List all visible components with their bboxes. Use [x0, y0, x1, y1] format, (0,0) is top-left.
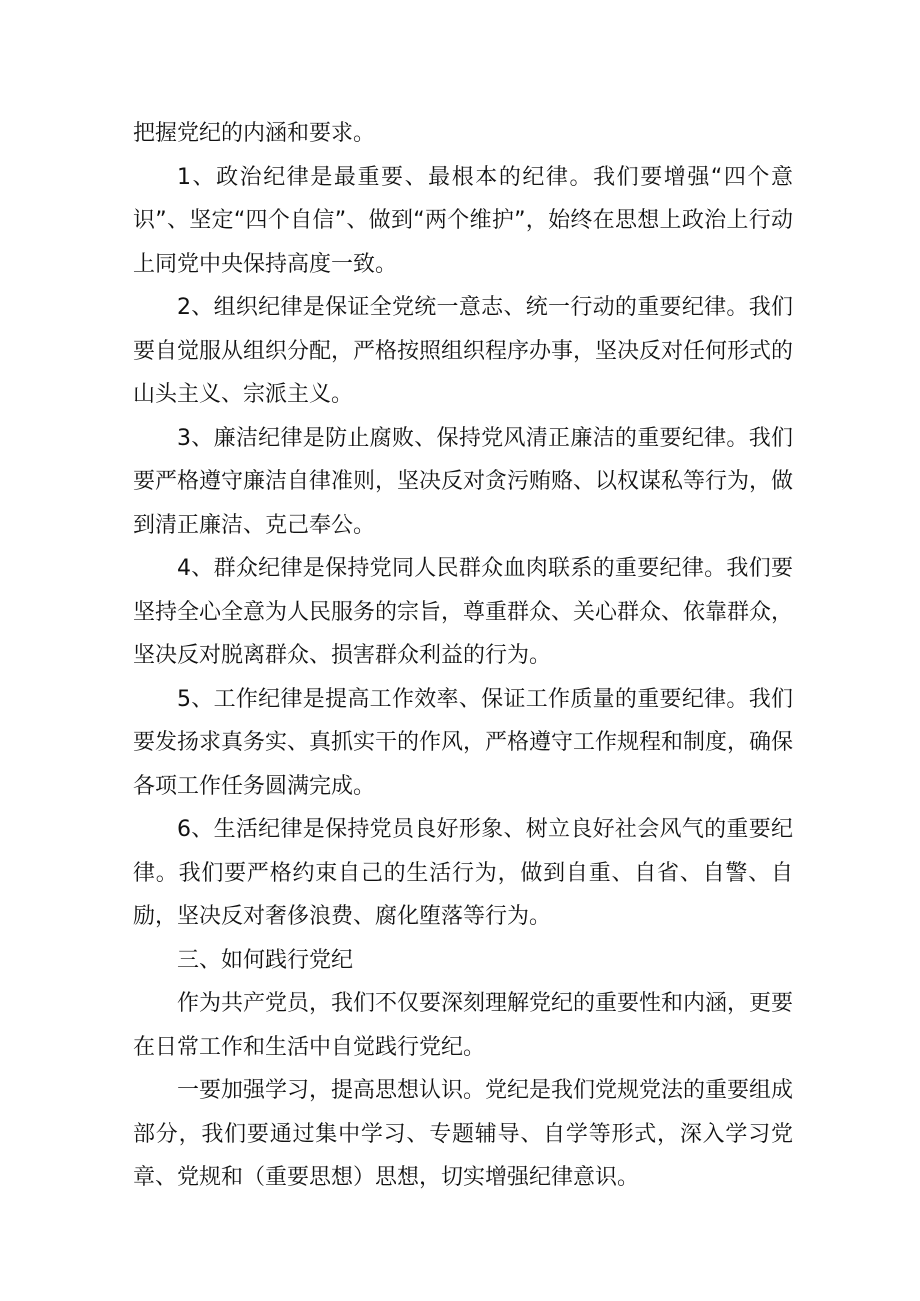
paragraph-organizational-discipline: 2、组织纪律是保证全党统一意志、统一行动的重要纪律。我们要自觉服从组织分配，严格按照组织程序办事，坚决反对任何形式的山头主义、宗派主义。 [133, 295, 794, 407]
document-body [133, 112, 793, 1200]
paragraph-mass-discipline: 4、群众纪律是保持党同人民群众血肉联系的重要纪律。我们要坚持全心全意为人民服务的宗旨，尊重群众、关心群众、依靠群众，坚决反对脱离群众、损害群众利益的行为。 [133, 556, 794, 668]
section-heading-practice: 三、如何践行党纪 [177, 947, 354, 973]
paragraph-practice-intro: 作为共产党员，我们不仅要深刻理解党纪的重要性和内涵，更要在日常工作和生活中自觉践行党纪。 [133, 991, 794, 1060]
paragraph-political-discipline: 1、政治纪律是最重要、最根本的纪律。我们要增强“四个意识”、坚定“四个自信”、做到“两个维护”，始终在思想上政治上行动上同党中央保持高度一致。 [133, 164, 793, 277]
paragraph-work-discipline: 5、工作纪律是提高工作效率、保证工作质量的重要纪律。我们要发扬求真务实、真抓实干的作风，严格遵守工作规程和制度，确保各项工作任务圆满完成。 [133, 686, 794, 799]
paragraph-continuation: 把握党纪的内涵和要求。 [133, 121, 376, 146]
paragraph-integrity-discipline: 3、廉洁纪律是防止腐败、保持党风清正廉洁的重要纪律。我们要严格遵守廉洁自律准则，坚决反对贪污贿赂、以权谋私等行为，做到清正廉洁、克己奉公。 [133, 425, 794, 538]
paragraph-life-discipline: 6、生活纪律是保持党员良好形象、树立良好社会风气的重要纪律。我们要严格约束自己的生活行为，做到自重、自省、自警、自励，坚决反对奢侈浪费、腐化堕落等行为。 [133, 817, 793, 929]
paragraph-strengthen-study: 一要加强学习，提高思想认识。党纪是我们党规党法的重要组成部分，我们要通过集中学习、专题辅导、自学等形式，深入学习党章、党规和（重要思想）思想，切实增强纪律意识。 [133, 1078, 794, 1190]
